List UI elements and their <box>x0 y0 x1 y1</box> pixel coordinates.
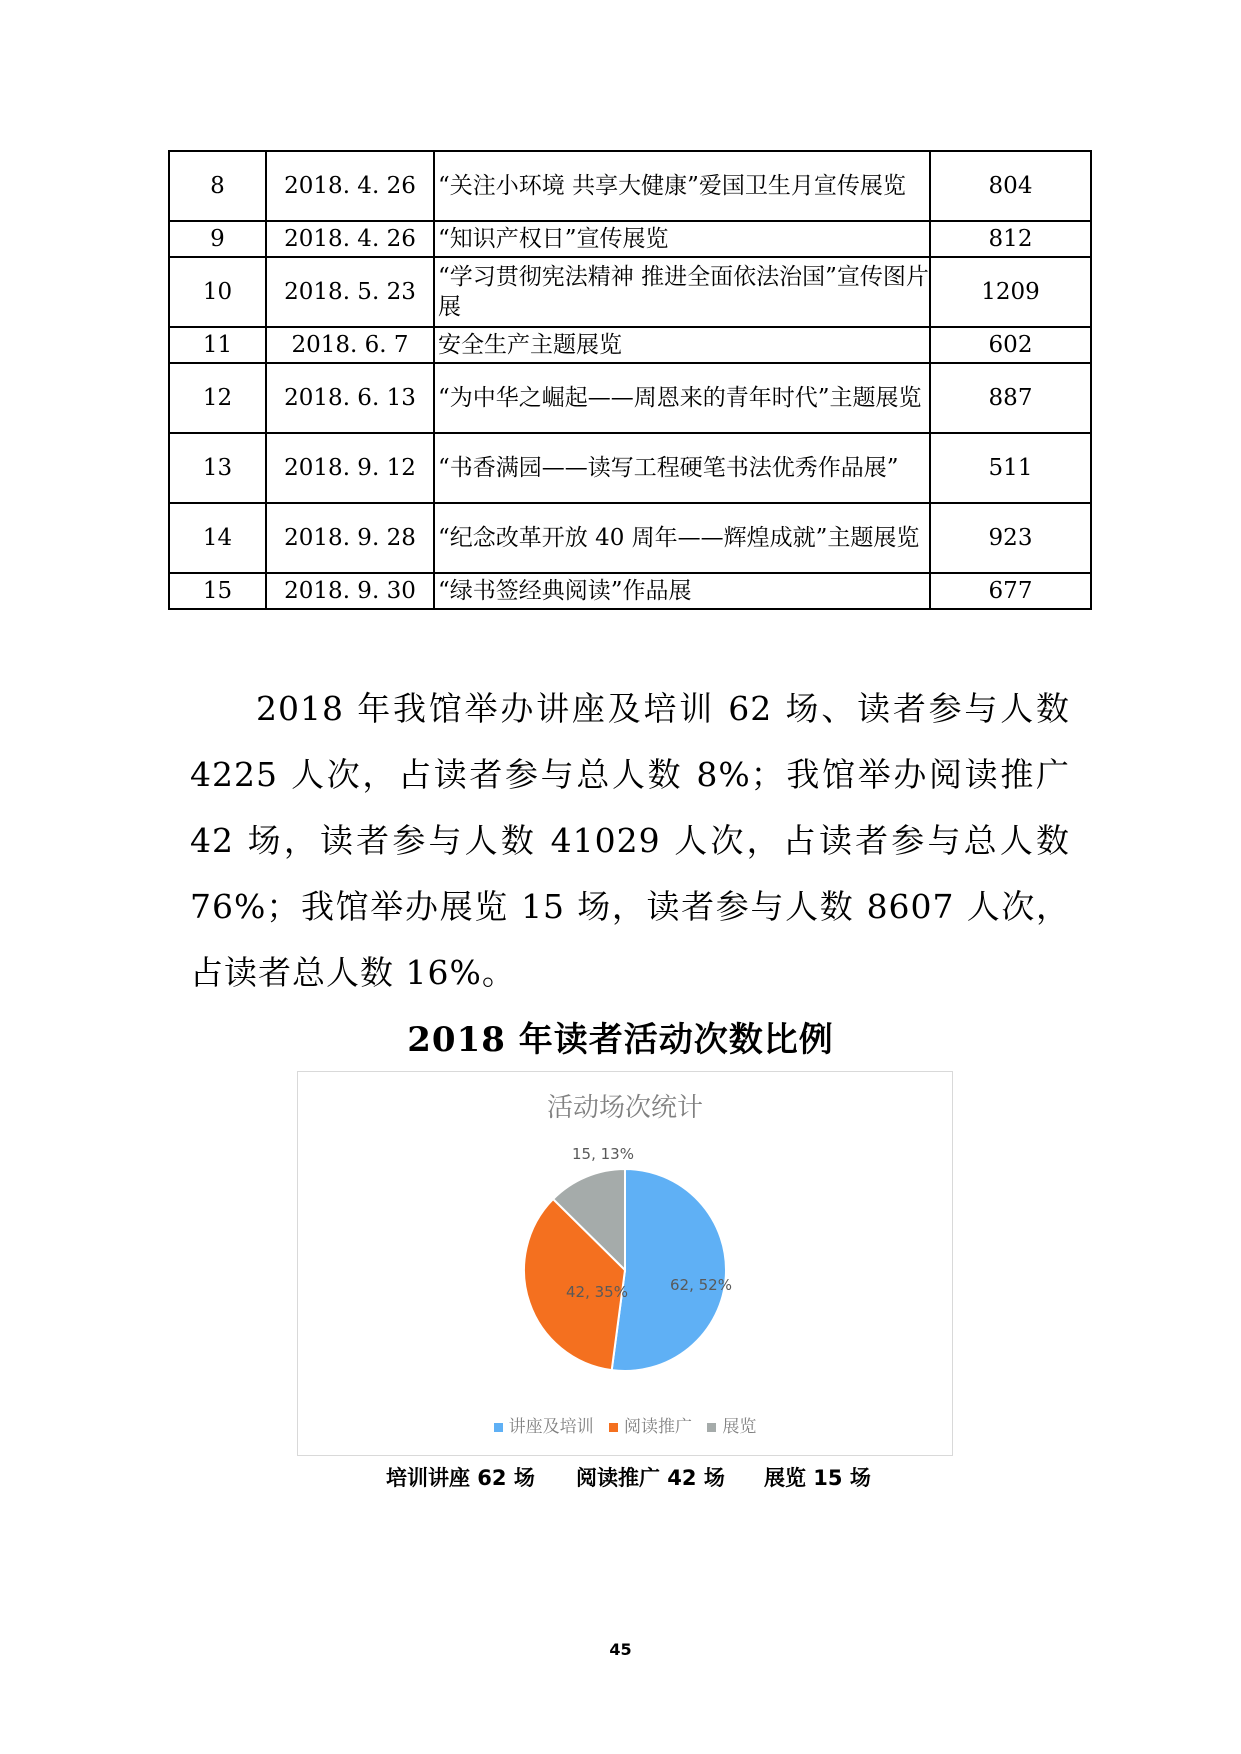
row-count: 677 <box>930 573 1091 609</box>
row-number: 15 <box>169 573 266 609</box>
row-title: “知识产权日”宣传展览 <box>434 221 930 257</box>
legend-swatch <box>494 1423 503 1432</box>
chart-heading: 2018 年读者活动次数比例 <box>407 1020 834 1060</box>
chart-legend <box>298 1412 952 1437</box>
pie-chart <box>298 1072 952 1455</box>
row-title: “学习贯彻宪法精神 推进全面依法治国”宣传图片展 <box>434 257 930 327</box>
table-row <box>169 363 1091 433</box>
row-number: 12 <box>169 363 266 433</box>
row-date: 2018. 6. 13 <box>266 363 434 433</box>
pie-data-label: 42, 35% <box>566 1283 628 1301</box>
row-date: 2018. 9. 12 <box>266 433 434 503</box>
chart-title: 活动场次统计 <box>546 1093 703 1123</box>
legend-label: 展览 <box>722 1417 757 1437</box>
caption-reading: 阅读推广 42 场 <box>576 1466 725 1490</box>
legend-label: 阅读推广 <box>624 1417 692 1437</box>
row-count: 887 <box>930 363 1091 433</box>
row-number: 10 <box>169 257 266 327</box>
row-number: 8 <box>169 151 266 221</box>
exhibition-table <box>168 150 1092 610</box>
table-row <box>169 327 1091 363</box>
legend-label: 讲座及培训 <box>508 1417 594 1437</box>
legend-swatch <box>707 1423 716 1432</box>
row-number: 13 <box>169 433 266 503</box>
summary-paragraph: 2018 年我馆举办讲座及培训 62 场、读者参与人数 4225 人次，占读者参与总人数 8%；我馆举办阅读推广 42 场，读者参与人数 41029 人次，占读者参与总人数 76%；我馆举办展览 15 场，读者参与人数 8607 人次，占读者总人数 16%。 <box>190 689 1070 992</box>
row-date: 2018. 6. 7 <box>266 327 434 363</box>
pie-data-label: 62, 52% <box>670 1276 732 1294</box>
pie-slice <box>612 1169 726 1371</box>
row-count: 511 <box>930 433 1091 503</box>
caption-exhibitions: 展览 15 场 <box>764 1466 871 1490</box>
row-title: “绿书签经典阅读”作品展 <box>434 573 930 609</box>
row-count: 1209 <box>930 257 1091 327</box>
row-date: 2018. 4. 26 <box>266 151 434 221</box>
row-number: 11 <box>169 327 266 363</box>
row-count: 804 <box>930 151 1091 221</box>
pie-data-label: 15, 13% <box>572 1145 634 1163</box>
legend-item <box>707 1412 756 1437</box>
table-row <box>169 503 1091 573</box>
legend-item <box>494 1412 594 1437</box>
row-title: “关注小环境 共享大健康”爱国卫生月宣传展览 <box>434 151 930 221</box>
caption-lectures: 培训讲座 62 场 <box>386 1466 535 1490</box>
table-row <box>169 573 1091 609</box>
table-row <box>169 151 1091 221</box>
row-number: 14 <box>169 503 266 573</box>
table-row <box>169 221 1091 257</box>
table-row <box>169 257 1091 327</box>
row-date: 2018. 4. 26 <box>266 221 434 257</box>
page-number: 45 <box>609 1640 632 1659</box>
row-date: 2018. 9. 30 <box>266 573 434 609</box>
legend-swatch <box>609 1423 618 1432</box>
table-row <box>169 433 1091 503</box>
row-count: 923 <box>930 503 1091 573</box>
row-title: 安全生产主题展览 <box>434 327 930 363</box>
row-title: “书香满园——读写工程硬笔书法优秀作品展” <box>434 433 930 503</box>
row-title: “纪念改革开放 40 周年——辉煌成就”主题展览 <box>434 503 930 573</box>
row-date: 2018. 5. 23 <box>266 257 434 327</box>
row-title: “为中华之崛起——周恩来的青年时代”主题展览 <box>434 363 930 433</box>
row-date: 2018. 9. 28 <box>266 503 434 573</box>
pie-chart-container <box>297 1071 953 1456</box>
legend-item <box>609 1412 692 1437</box>
row-count: 602 <box>930 327 1091 363</box>
row-count: 812 <box>930 221 1091 257</box>
row-number: 9 <box>169 221 266 257</box>
